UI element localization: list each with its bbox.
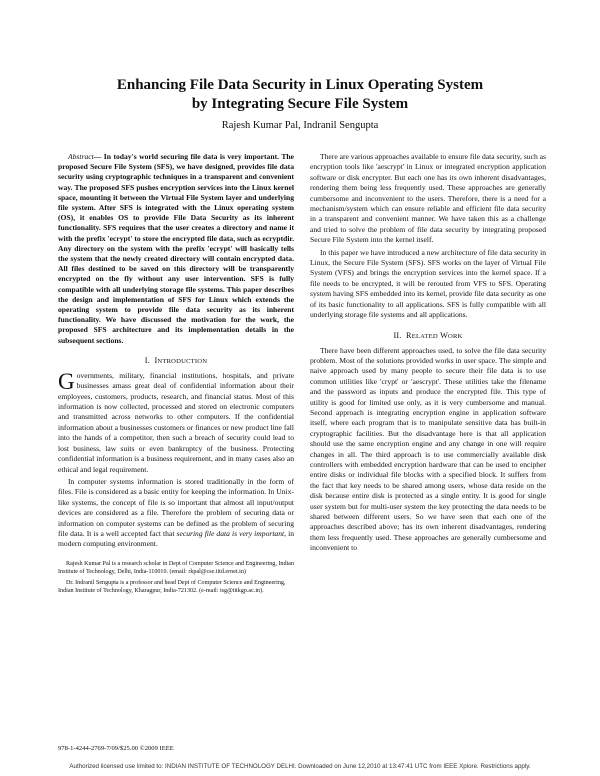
copyright-line: 978-1-4244-2769-7/09/$25.00 ©2009 IEEE xyxy=(58,745,174,752)
right-column xyxy=(310,152,546,556)
footnote-2: Dr. Indranil Sengupta is a professor and head Dept of Computer Science and Engineering, Indian Institute of Technology, Kharagpur, India-721302. (e-mail: isg@iitkgp.ac.in). xyxy=(58,580,286,595)
footnotes xyxy=(58,560,294,596)
paper-title xyxy=(40,76,560,114)
left-column xyxy=(58,152,294,599)
drop-cap: G xyxy=(58,368,75,394)
authors: Rajesh Kumar Pal, Indranil Sengupta xyxy=(221,120,379,131)
abstract-label: Abstract xyxy=(68,152,94,161)
intro-paragraph-1: Governments, military, financial institutions, hospitals, and private businesses amass great deal of confidential information about their employees, customers, products, research, and financial status. Most of this information is now collected, processed and stored on electronic computers and transmitted across networks to other computers. If the confidential information about a businesses customers or finances or new product line fall into the hands of a competitor, then such a breach of security could lead to lost business, law suits or even bankruptcy of the business. Protecting confidential information is a business requirement, and in many cases also an ethical and legal requirement. xyxy=(58,368,294,474)
section-heading-introduction: I. INTRODUCTION xyxy=(144,355,208,365)
title-line-1: Enhancing File Data Security in Linux Operating System xyxy=(116,77,484,93)
section-heading-related-work: II. RELATED WORK xyxy=(393,330,463,340)
download-notice: Authorized licensed use limited to: INDIAN INSTITUTE OF TECHNOLOGY DELHI. Downloaded on June 12,2010 at 13:47:41 UTC from IEEE Xplore. Restrictions apply. xyxy=(69,763,531,770)
intro-paragraph-2: In computer systems information is stored traditionally in the form of files. File is considered as a basic entity for keeping the information. In Unix-like systems, the concept of file is so important that almost all input/output devices are considered as a file. Therefore the problem of securing data or information on computer systems can be defined as the problem of securing file data. It is a well accepted fact that securing file data is very important, in modern computing environment. xyxy=(58,476,294,549)
right-paragraph-1: There are various approaches available to ensure file data security, such as encryption tools like 'aescrypt' in Linux or integrated encryption application software or disk encrypter. But each one has its own inherent disadvantages, rendering them being less frequently used. These approaches are generally cumbersome and inconvenient to the users. Therefore, there is a need for a mechanism/system which can ensure reliable and efficient file data security in a transparent and convenient manner. We have taken this as a challenge and tried to solve the problem of file data security by integrating proposed Secure File System into the kernel itself. xyxy=(310,152,546,245)
related-paragraph-1: There have been different approaches used, to solve the file data security problem. Most of the solutions provided works in user space. The simple and naive approach used by many people to secure their file data is to use common utilities like 'crypt' or 'aescrypt'. These utilities take the filename and the password as inputs and produce the encrypted file. This type of utility is good for limited use only, as it is very cumbersome and manual. Second approach is integrating encryption engine in application software itself, where each program that is to manipulate sensitive data has built-in cryptographic facilities. But the disadvantage here is that all application should use the same encryption engine and any change in one will require changes in all. The third approach is to use commercially available disk controllers with embedded encryption hardware that can be used to encipher entire disks or individual file blocks with a specified block. It suffers from the fact that key needs to be shared among users, whose data reside on the disk because entire disk is protected as a single entity. It is good for single user system but for multi-user system the key protecting the data needs to be shared between different users. So we have seen that each one of the approaches described above; has its own inherent disadvantages, rendering them less frequently used. These approaches are generally cumbersome and inconvenient to xyxy=(310,345,546,553)
footnote-1: Rajesh Kumar Pal is a research scholar in Dept of Computer Science and Engineering, Indian Institute of Technology, Delhi, India-110010. (email: rkpal@cse.iitd.ernet.in) xyxy=(58,560,294,575)
abstract-text: — In today's world securing file data is very important. The proposed Secure File System (SFS), we have designed, provides file data security using cryptographic techniques in a transparent and convenient way. The proposed SFS pushes encryption services into the Linux kernel space, mounting it between the Virtual File System layer and underlying file system. After SFS is integrated with the Linux operating system (OS), it enables OS to provide File Data Security as its inherent functionality. SFS requires that the user creates a directory and name it with the prefix 'ecrypt' to store the encrypted file data, such as ecryptdir. Any directory on the system with the prefix 'ecrypt' will basically tells the system that the newly created directory will contain encrypted data. All files destined to be saved on this directory will be transparently encrypted on the fly without any user intervention. SFS is fully compatible with all underlying storage file systems. This paper describes the design and implementation of SFS for Linux which extends the operating system to provide file data security as its inherent functionality. We have discussed the motivation for the work, the proposed SFS architecture and its implementation details in the subsequent sections. xyxy=(58,152,294,345)
title-line-2: by Integrating Secure File System xyxy=(191,96,409,112)
right-paragraph-2: In this paper we have introduced a new architecture of file data security in Linux, the Secure File System (SFS). SFS works on the layer of Virtual File System (VFS) and brings the encryption services into the kernel space. If a file needs to be encrypted, it will be rerouted from VFS to SFS. Operating system having SFS embedded into its kernel, provide file data security as one of its basic functionality to all applications. SFS is fully compatible with all underlying storage file systems and all applications. xyxy=(310,247,546,320)
abstract xyxy=(58,152,294,346)
